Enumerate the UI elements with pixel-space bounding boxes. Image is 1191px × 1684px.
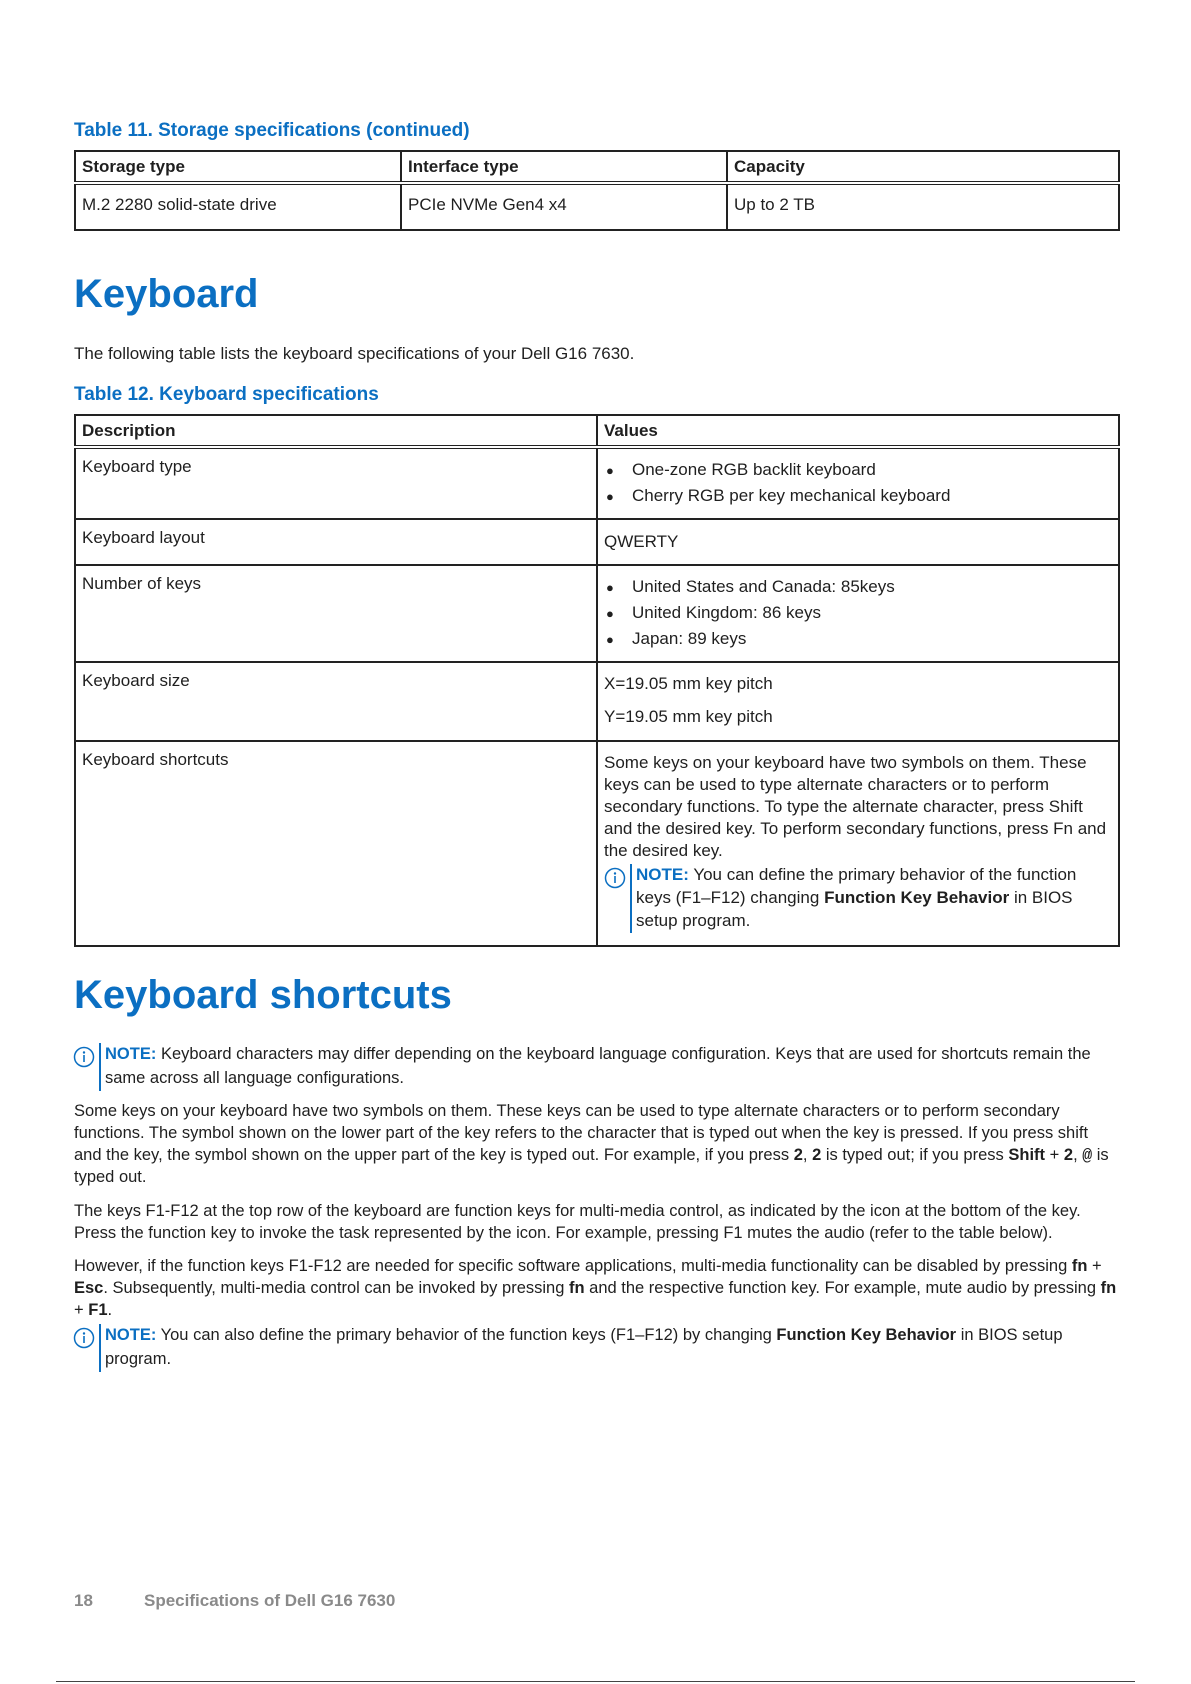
table11-caption: Table 11. Storage specifications (continued) bbox=[74, 120, 470, 141]
key-pitch-y: Y=19.05 mm key pitch bbox=[604, 706, 773, 726]
info-circle-icon bbox=[73, 1327, 95, 1349]
footer-divider bbox=[56, 1681, 1135, 1682]
table-header-capacity: Capacity bbox=[727, 151, 1119, 183]
page-number: 18 bbox=[74, 1591, 93, 1610]
shortcuts-description: Some keys on your keyboard have two symbols on them. These keys can be used to type alternate characters or to perform secondary functions. To type the alternate character, press Shift and the desired key. To perform secondary functions, press Fn and the desired key. bbox=[604, 752, 1107, 861]
list-item: ● Cherry RGB per key mechanical keyboard bbox=[604, 485, 1112, 508]
paragraph: However, if the function keys F1-F12 are needed for specific software applications, multi-media functionality can be disabled by pressing fn + Esc. Subsequently, multi-media control can be invoked by pressing fn and the respective function key. For example, mute audio by pressing fn + F1. bbox=[74, 1257, 1117, 1320]
storage-spec-table bbox=[74, 150, 1120, 231]
info-circle-icon bbox=[604, 867, 626, 889]
table-cell: M.2 2280 solid-state drive bbox=[75, 183, 401, 230]
table-row bbox=[75, 662, 1119, 741]
table-cell-values bbox=[597, 565, 1119, 662]
table-cell-values bbox=[597, 741, 1119, 946]
keyboard-shortcuts-heading: Keyboard shortcuts bbox=[74, 973, 452, 1017]
note-text: NOTE: You can define the primary behavior of the function keys (F1–F12) changing Function Key Behavior in BIOS setup program. bbox=[630, 864, 1112, 933]
note-text: NOTE: Keyboard characters may differ depending on the keyboard language configuration. Keys that are used for shortcuts remain the same across all language configurations. bbox=[99, 1043, 1120, 1091]
table-cell-label: Keyboard type bbox=[75, 447, 597, 519]
note-block bbox=[73, 1324, 1120, 1372]
shortcuts-body bbox=[74, 1043, 1120, 1384]
table-cell-values bbox=[597, 447, 1119, 519]
table-cell-values bbox=[597, 662, 1119, 741]
keyboard-type-list bbox=[604, 459, 1112, 508]
keyboard-spec-table bbox=[74, 414, 1120, 947]
table-header-interface-type: Interface type bbox=[401, 151, 727, 183]
list-item: ● One-zone RGB backlit keyboard bbox=[604, 459, 1112, 482]
paragraph: The keys F1-F12 at the top row of the keyboard are function keys for multi-media control, as indicated by the icon at the bottom of the key. Press the function key to invoke the task represented by the icon. For example, pressing F1 mutes the audio (refer to the table below). bbox=[74, 1201, 1081, 1242]
footer-title: Specifications of Dell G16 7630 bbox=[144, 1591, 396, 1610]
note-text: NOTE: You can also define the primary behavior of the function keys (F1–F12) by changing Function Key Behavior in BIOS setup program. bbox=[99, 1324, 1120, 1372]
note-block bbox=[73, 1043, 1120, 1091]
table-cell-label: Keyboard size bbox=[75, 662, 597, 741]
table-cell: Up to 2 TB bbox=[727, 183, 1119, 230]
paragraph: Some keys on your keyboard have two symbols on them. These keys can be used to type alternate characters or to perform secondary functions. The symbol shown on the lower part of the key refers to the character that is typed out when the key is pressed. If you press shift and the key, the symbol shown on the upper part of the key is typed out. For example, if you press 2, 2 is typed out; if you press Shift + 2, @ is typed out. bbox=[74, 1101, 1109, 1186]
table-cell-value: QWERTY bbox=[597, 519, 1119, 565]
table-header-row bbox=[75, 151, 1119, 183]
table12-caption: Table 12. Keyboard specifications bbox=[74, 384, 379, 405]
note-block bbox=[604, 864, 1112, 933]
table-row bbox=[75, 565, 1119, 662]
table-cell-label: Number of keys bbox=[75, 565, 597, 662]
key-pitch-x: X=19.05 mm key pitch bbox=[604, 673, 773, 693]
table-row bbox=[75, 183, 1119, 230]
table-row bbox=[75, 741, 1119, 946]
number-of-keys-list bbox=[604, 576, 1112, 651]
table-header-storage-type: Storage type bbox=[75, 151, 401, 183]
page-footer bbox=[74, 1591, 395, 1611]
table-cell: PCIe NVMe Gen4 x4 bbox=[401, 183, 727, 230]
list-item: ● United States and Canada: 85keys bbox=[604, 576, 1112, 599]
keyboard-intro: The following table lists the keyboard specifications of your Dell G16 7630. bbox=[74, 344, 635, 363]
table-row bbox=[75, 519, 1119, 565]
info-circle-icon bbox=[73, 1046, 95, 1068]
keyboard-heading: Keyboard bbox=[74, 272, 259, 316]
list-item: ● United Kingdom: 86 keys bbox=[604, 602, 1112, 625]
table-cell-label: Keyboard shortcuts bbox=[75, 741, 597, 946]
table-header-row bbox=[75, 415, 1119, 447]
table-cell-label: Keyboard layout bbox=[75, 519, 597, 565]
table-header-description: Description bbox=[75, 415, 597, 447]
list-item: ● Japan: 89 keys bbox=[604, 628, 1112, 651]
note-label: NOTE: bbox=[636, 865, 689, 885]
table-header-values: Values bbox=[597, 415, 1119, 447]
note-label: NOTE: bbox=[105, 1326, 157, 1345]
note-label: NOTE: bbox=[105, 1045, 157, 1063]
table-row bbox=[75, 447, 1119, 519]
